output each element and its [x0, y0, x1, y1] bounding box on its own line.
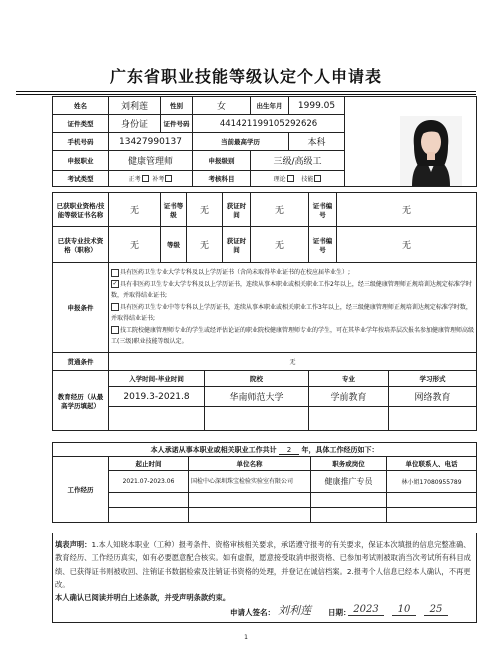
applicant-photo [400, 116, 462, 186]
sign-day: 25 [424, 604, 448, 616]
exam-type-options [109, 171, 193, 187]
declaration-confirm: 本人确认已阅读并明白上述条款，并受声明条款约束。 [55, 593, 231, 603]
prev-cert-value: 无 [109, 193, 161, 227]
exam-type-label: 考试类型 [53, 171, 109, 187]
sign-month: 10 [392, 604, 416, 616]
birth-value: 1999.05 [289, 97, 345, 115]
gender-value: 女 [193, 97, 251, 115]
work-empty-1 [109, 493, 189, 508]
prev-cert-grade-value: 无 [187, 193, 223, 227]
exam-type-opt1: 正考 [128, 176, 141, 183]
prev-cert-time-label: 获证时间 [223, 193, 251, 227]
occupation-label: 申报职业 [53, 151, 109, 171]
conditions-list [109, 263, 477, 353]
exam-subject-options [251, 171, 345, 187]
exam-subj-opt2: 技能 [301, 176, 314, 183]
name-label: 姓名 [53, 97, 109, 115]
sign-label: 申请人签名： [230, 608, 275, 617]
work-empty-4 [387, 493, 477, 508]
declaration-body: 1.本人知晓本职业（工种）报考条件、资格审核相关要求，承诺遵守报考的有关要求，保证本次填报的信息完整准确、教育经历、工作经历真实，如有必要愿意配合核实。如有虚假，愿意接受取消申报资格、已参加考试则被取消当次考试所有科目成绩、已获得证书则被收回、注销证书数据检索及注销证书资格的处理，并登记在诚信档案。2.报考个人信息已经本人确认，不再更改。 [55, 540, 471, 589]
work-history-label: 工作经历 [53, 457, 109, 523]
date-label: 日期： [328, 608, 351, 617]
pass-cond-value: 无 [109, 353, 477, 371]
birth-label: 出生年月 [251, 97, 289, 115]
sign-year: 2023 [348, 604, 384, 616]
prev-cert-no-value: 无 [337, 193, 477, 227]
condition-checkbox-2[interactable]: ✓ [112, 280, 118, 288]
work-header-contact: 单位联系人、电话 [387, 457, 477, 471]
prev-cert-label: 已获职业资格/技能等级证书名称 [53, 193, 109, 227]
edu-school: 华南师范大学 [205, 387, 309, 407]
prev-title-no-value: 无 [337, 227, 477, 263]
prev-cert-grade-label: 证书等级 [161, 193, 187, 227]
edu-form: 网络教育 [389, 387, 477, 407]
id-type-value: 身份证 [109, 115, 161, 133]
prev-title-time-value: 无 [251, 227, 309, 263]
prev-title-label: 已获专业技术资格（职称） [53, 227, 109, 263]
work-empty-8 [387, 508, 477, 523]
edu-major: 学前教育 [309, 387, 389, 407]
level-value: 三级/高级工 [251, 151, 345, 171]
work-position: 健康推广专员 [311, 471, 387, 493]
edu-history-label: 教育经历（从最高学历填起） [53, 371, 109, 431]
work-contact: 林小姐17080955789 [387, 471, 477, 493]
id-type-label: 证件类型 [53, 115, 109, 133]
page-number: 1 [244, 634, 248, 641]
work-empty-7 [311, 508, 387, 523]
condition-item-4: 技工院校健康管理师专业的学生或经评估论证的职业院校健康管理师专业的学生，可在其毕业学年按培养层次报名参加健康管理师高级工(三级)职业技能等级认定。 [111, 326, 475, 346]
phone-value: 13427990137 [109, 133, 193, 151]
certificate-table [52, 192, 477, 263]
edu-empty-4 [389, 407, 477, 431]
work-header-company: 单位名称 [189, 457, 311, 471]
prev-title-no-label: 证书编号 [309, 227, 337, 263]
checkbox-skill[interactable] [314, 175, 321, 182]
work-empty-6 [189, 508, 311, 523]
declaration [52, 538, 476, 604]
exam-mode-label: 考核科目 [193, 171, 251, 187]
work-header-period: 起止时间 [109, 457, 189, 471]
title-rule-top [16, 91, 476, 92]
work-table [52, 442, 477, 523]
occupation-value: 健康管理师 [109, 151, 193, 171]
exam-type-opt2: 补考 [152, 176, 165, 183]
work-years: 2 [279, 446, 299, 455]
edu-empty-1 [109, 407, 205, 431]
title-rule-bottom [16, 94, 476, 95]
work-company: 国检中心深圳珠宝检验实验室有限公司 [189, 471, 311, 493]
phone-label: 手机号码 [53, 133, 109, 151]
edu-header-period: 入学时间-毕业时间 [109, 371, 205, 387]
work-period: 2021.07-2023.06 [109, 471, 189, 493]
checkbox-theory[interactable] [287, 175, 294, 182]
education-label: 当前最高学历 [193, 133, 289, 151]
prev-title-value: 无 [109, 227, 161, 263]
work-promise: 本人承诺从事本职业或相关职业工作共计 2 年，具体工作经历如下： [53, 443, 477, 457]
declaration-heading: 填表声明： [55, 540, 92, 549]
prev-cert-no-label: 证书编号 [309, 193, 337, 227]
education-table [52, 370, 477, 431]
edu-header-school: 院校 [205, 371, 309, 387]
condition-checkbox-4[interactable] [111, 326, 119, 334]
exam-subj-opt1: 理论 [273, 176, 286, 183]
signature-row [52, 604, 476, 620]
gender-label: 性别 [161, 97, 193, 115]
work-empty-2 [189, 493, 311, 508]
prev-title-grade-label: 等级 [161, 227, 187, 263]
work-empty-5 [109, 508, 189, 523]
condition-item-3: 具有医药卫生专业中等专科以上学历证书，连续从事本职业或相关职业工作3年以上，经三级健康管理师正规培训达规定标准学时数，并取得结业证书; [111, 303, 472, 323]
pass-cond-label: 贯通条件 [53, 353, 109, 371]
id-no-label: 证件号码 [161, 115, 193, 133]
edu-header-form: 学习形式 [389, 371, 477, 387]
edu-empty-2 [205, 407, 309, 431]
conditions-table [52, 262, 477, 371]
edu-period: 2019.3-2021.8 [109, 387, 205, 407]
signature: 刘利莲 [278, 604, 311, 617]
prev-cert-time-value: 无 [251, 193, 309, 227]
work-empty-3 [311, 493, 387, 508]
work-header-position: 职务或岗位 [311, 457, 387, 471]
condition-checkbox-3[interactable] [111, 303, 119, 311]
checkbox-zhengkao[interactable] [142, 175, 149, 182]
condition-item-1: 具有医药卫生专业大学专科及以上学历证书（含尚未取得毕业证书的在校应届毕业生）; [111, 267, 474, 279]
checkbox-bukao[interactable] [165, 175, 172, 182]
prev-title-time-label: 获证时间 [223, 227, 251, 263]
condition-item-2: ✓ 具有非医药卫生专业大学专科及以上学历证书，连续从事本职业或相关职业工作2年以上，经三级健康管理师正规培训达规定标准学时数，并取得结业证书; [111, 280, 472, 300]
id-no-value: 441421199105292626 [193, 115, 345, 133]
prev-title-grade-value: 无 [187, 227, 223, 263]
name-value: 刘利莲 [109, 97, 161, 115]
level-label: 申报级别 [193, 151, 251, 171]
condition-checkbox-1[interactable] [111, 269, 119, 277]
education-value: 本科 [289, 133, 345, 151]
form-title: 广东省职业技能等级认定个人申请表 [109, 67, 382, 86]
conditions-label: 申报条件 [53, 263, 109, 353]
edu-empty-3 [309, 407, 389, 431]
edu-header-major: 专业 [309, 371, 389, 387]
